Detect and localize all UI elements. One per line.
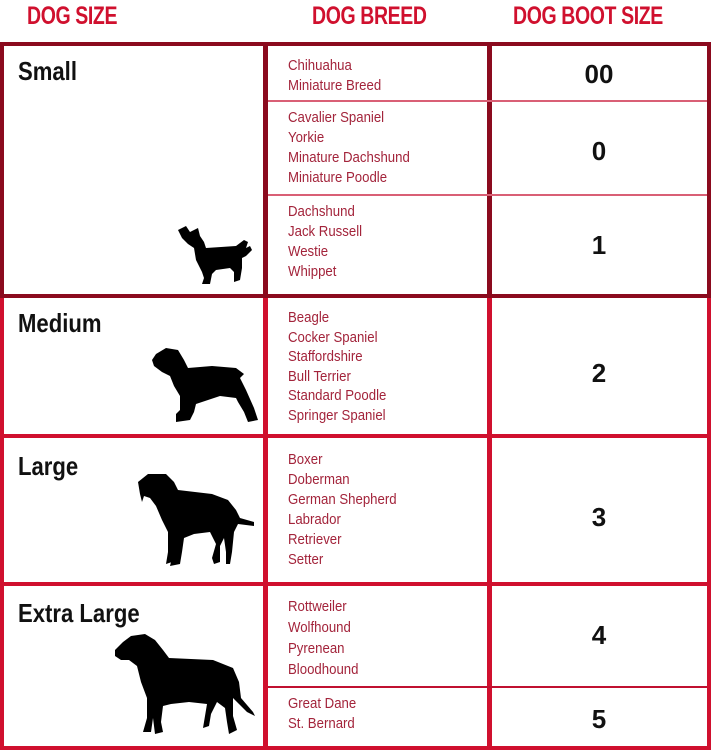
- breed-list: Great Dane St. Bernard: [288, 695, 357, 732]
- row-divider-thin: [268, 100, 707, 102]
- breed-list: Dachshund Jack Russell Westie Whippet: [288, 203, 363, 280]
- row-divider: [0, 434, 711, 438]
- extra-large-dog-silhouette-icon: [113, 632, 257, 736]
- boot-size: 3: [591, 502, 607, 532]
- size-label-extra-large: Extra Large: [18, 598, 140, 628]
- breed-list: Cavalier Spaniel Yorkie Minature Dachshund Miniature Poodle: [288, 109, 410, 186]
- header-dog-breed: DOG BREED: [312, 2, 427, 30]
- col-divider: [263, 294, 268, 750]
- header-dog-size: DOG SIZE: [27, 2, 118, 30]
- size-label-large: Large: [18, 451, 79, 481]
- breed-list: Rottweiler Wolfhound Pyrenean Bloodhound: [288, 598, 359, 678]
- spaniel-silhouette-icon: [150, 346, 258, 426]
- row-divider-thin: [268, 686, 707, 688]
- row-divider: [0, 582, 711, 586]
- boot-size: 00: [584, 59, 614, 89]
- boot-size: 5: [591, 704, 607, 734]
- chihuahua-silhouette-icon: [176, 224, 256, 286]
- breed-list: Beagle Cocker Spaniel Staffordshire Bull Terrier Standard Poodle Springer Spaniel: [288, 309, 387, 424]
- size-label-small: Small: [18, 56, 77, 86]
- header-dog-boot-size: DOG BOOT SIZE: [513, 2, 663, 30]
- boot-size: 0: [591, 136, 607, 166]
- large-dog-silhouette-icon: [136, 472, 256, 570]
- breed-list: Chihuahua Miniature Breed: [288, 57, 382, 94]
- col-divider: [263, 42, 268, 298]
- breed-list: Boxer Doberman German Shepherd Labrador Retriever Setter: [288, 451, 397, 568]
- boot-size: 2: [591, 358, 607, 388]
- boot-size: 1: [591, 230, 607, 260]
- size-label-medium: Medium: [18, 308, 102, 338]
- boot-size: 4: [591, 620, 607, 650]
- row-divider-thin: [268, 194, 707, 196]
